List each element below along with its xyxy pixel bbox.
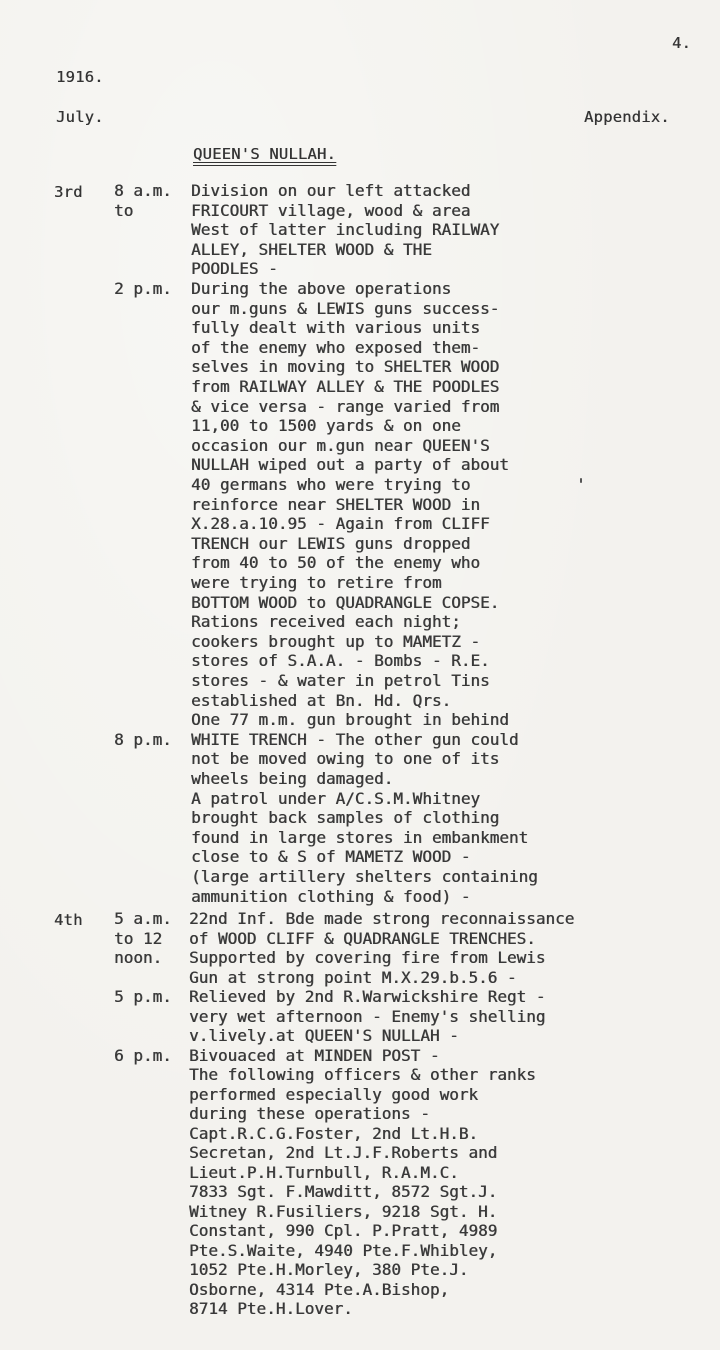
year-heading: 1916. bbox=[56, 68, 104, 86]
entry-line: Division on our left attacked bbox=[191, 181, 471, 200]
document-title: QUEEN'S NULLAH. bbox=[193, 145, 336, 163]
entry-line: Witney R.Fusiliers, 9218 Sgt. H. bbox=[189, 1201, 498, 1221]
entry-time: noon. bbox=[114, 948, 163, 967]
entry-line: ammunition clothing & food) - bbox=[191, 886, 471, 906]
entry-line: stores of S.A.A. - Bombs - R.E. bbox=[191, 651, 490, 671]
entry-line: 40 germans who were trying to bbox=[191, 475, 471, 494]
entry-line: Bivouaced at MINDEN POST - bbox=[189, 1045, 440, 1065]
entry-time: to bbox=[114, 200, 134, 220]
entry-time: 2 p.m. bbox=[114, 279, 172, 298]
entry-line: reinforce near SHELTER WOOD in bbox=[191, 494, 480, 514]
entry-line: Osborne, 4314 Pte.A.Bishop, bbox=[189, 1279, 450, 1299]
entry-time: 8 p.m. bbox=[114, 729, 172, 749]
month-heading: July. bbox=[56, 108, 104, 126]
entry-line: Lieut.P.H.Turnbull, R.A.M.C. bbox=[189, 1162, 459, 1182]
entry-line: Secretan, 2nd Lt.J.F.Roberts and bbox=[189, 1143, 498, 1162]
entry-line: established at Bn. Hd. Qrs. bbox=[191, 690, 452, 710]
entry-line: POODLES - bbox=[191, 259, 278, 279]
entry-line: ALLEY, SHELTER WOOD & THE bbox=[191, 239, 432, 259]
entry-line: X.28.a.10.95 - Again from CLIFF bbox=[191, 514, 490, 534]
entry-line: WHITE TRENCH - The other gun could bbox=[191, 729, 519, 749]
entry-line: Constant, 990 Cpl. P.Pratt, 4989 bbox=[189, 1221, 498, 1240]
entry-line: selves in moving to SHELTER WOOD bbox=[191, 357, 500, 377]
entry-line: stores - & water in petrol Tins bbox=[191, 671, 490, 690]
entry-line: close to & S of MAMETZ WOOD - bbox=[191, 847, 471, 867]
entry-line: Pte.S.Waite, 4940 Pte.F.Whibley, bbox=[189, 1240, 498, 1260]
entry-line: of WOOD CLIFF & QUADRANGLE TRENCHES. bbox=[189, 928, 536, 948]
entry-line: (large artillery shelters containing bbox=[191, 867, 538, 886]
entry-line: 22nd Inf. Bde made strong reconnaissance bbox=[189, 909, 575, 928]
entry-line: & vice versa - range varied from bbox=[191, 396, 500, 416]
entry-line: 1052 Pte.H.Morley, 380 Pte.J. bbox=[189, 1260, 469, 1279]
entry-line: performed especially good work bbox=[189, 1084, 478, 1104]
ink-speck bbox=[580, 478, 582, 483]
entry-date-4th: 4th bbox=[54, 911, 83, 929]
entry-line: brought back samples of clothing bbox=[191, 808, 500, 828]
entry-line: Supported by covering fire from Lewis bbox=[189, 948, 546, 967]
entry-line: The following officers & other ranks bbox=[189, 1065, 536, 1084]
entry-line: not be moved owing to one of its bbox=[191, 749, 500, 769]
entry-line: 7833 Sgt. F.Mawditt, 8572 Sgt.J. bbox=[189, 1182, 498, 1201]
entry-line: of the enemy who exposed them- bbox=[191, 337, 480, 357]
entry-line: TRENCH our LEWIS guns dropped bbox=[191, 533, 471, 553]
entry-time: 8 a.m. bbox=[114, 181, 172, 200]
entry-line: from 40 to 50 of the enemy who bbox=[191, 553, 480, 573]
entry-line: Rations received each night; bbox=[191, 612, 461, 632]
entry-line: wheels being damaged. bbox=[191, 769, 394, 788]
entry-line: Relieved by 2nd R.Warwickshire Regt - bbox=[189, 987, 546, 1006]
entry-date-3rd: 3rd bbox=[54, 183, 83, 201]
entry-line: very wet afternoon - Enemy's shelling bbox=[189, 1006, 546, 1026]
entry-line: During the above operations bbox=[191, 279, 452, 298]
entry-time: 5 a.m. bbox=[114, 909, 172, 928]
entry-line: 11,00 to 1500 yards & on one bbox=[191, 416, 461, 436]
entry-time: 6 p.m. bbox=[114, 1045, 172, 1065]
entry-line: found in large stores in embankment bbox=[191, 827, 529, 847]
entry-line: Capt.R.C.G.Foster, 2nd Lt.H.B. bbox=[189, 1123, 478, 1143]
entry-line: from RAILWAY ALLEY & THE POODLES bbox=[191, 377, 500, 396]
entry-time: 5 p.m. bbox=[114, 987, 172, 1006]
entry-line: our m.guns & LEWIS guns success- bbox=[191, 298, 500, 318]
entry-line: NULLAH wiped out a party of about bbox=[191, 455, 509, 475]
entry-line: Gun at strong point M.X.29.b.5.6 - bbox=[189, 967, 517, 987]
entry-time: to 12 bbox=[114, 928, 163, 948]
appendix-label: Appendix. bbox=[584, 108, 670, 126]
entry-line: occasion our m.gun near QUEEN'S bbox=[191, 435, 490, 455]
entry-line: during these operations - bbox=[189, 1104, 430, 1123]
entry-line: were trying to retire from bbox=[191, 573, 442, 592]
entry-line: fully dealt with various units bbox=[191, 318, 480, 338]
entry-line: cookers brought up to MAMETZ - bbox=[191, 631, 480, 651]
page-number: 4. bbox=[672, 34, 692, 52]
entry-line: West of latter including RAILWAY bbox=[191, 220, 500, 240]
entry-line: A patrol under A/C.S.M.Whitney bbox=[191, 788, 480, 808]
entry-line: One 77 m.m. gun brought in behind bbox=[191, 710, 509, 730]
entry-line: BOTTOM WOOD to QUADRANGLE COPSE. bbox=[191, 592, 500, 612]
entry-line: FRICOURT village, wood & area bbox=[191, 200, 471, 220]
entry-line: 8714 Pte.H.Lover. bbox=[189, 1299, 353, 1318]
entry-line: v.lively.at QUEEN'S NULLAH - bbox=[189, 1026, 459, 1045]
